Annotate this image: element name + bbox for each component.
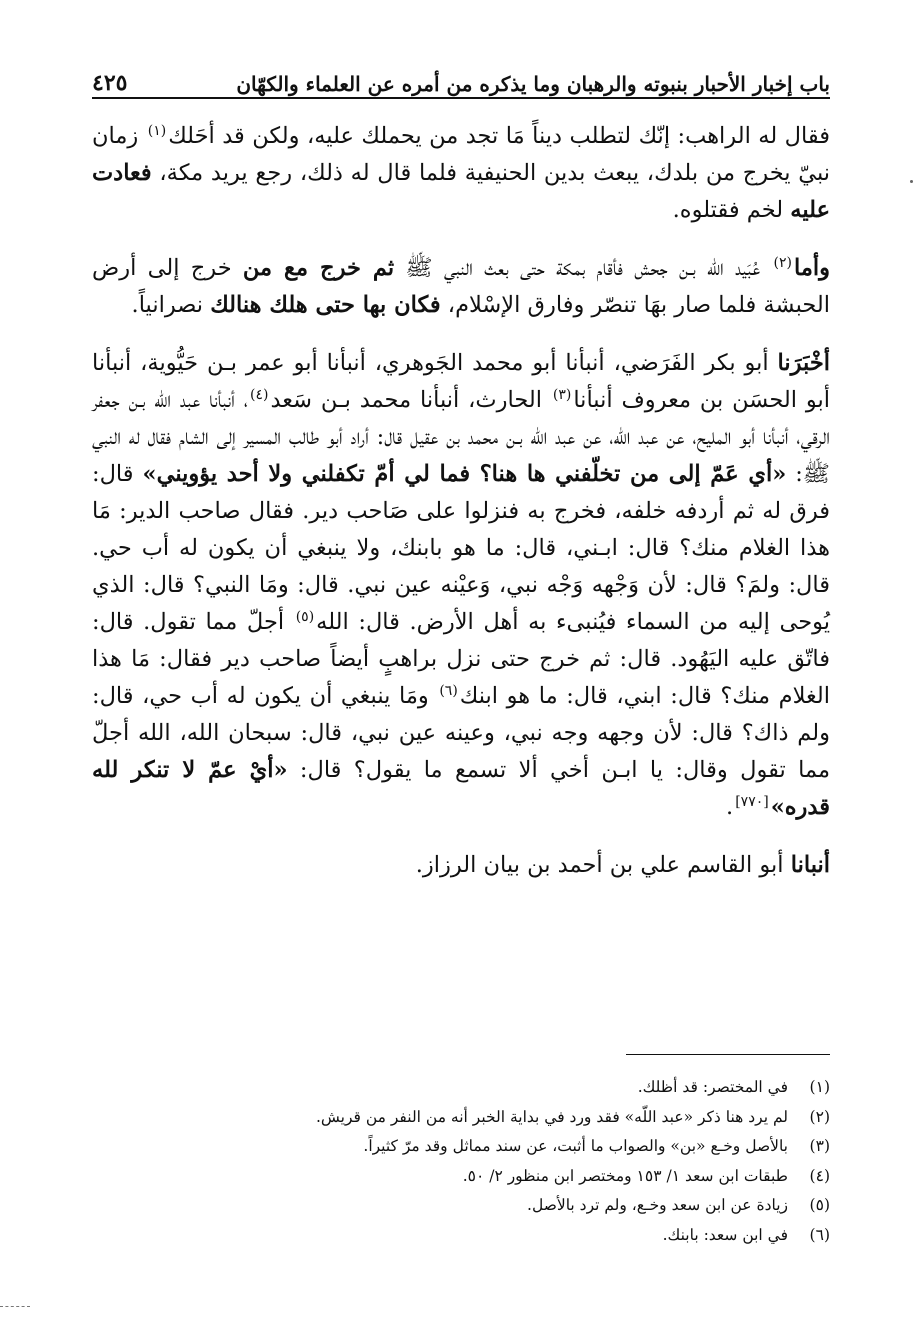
- footnote-number: (٥): [809, 1196, 830, 1214]
- footnote-text: بالأصل وخـع «بن» والصواب ما أثبت، عن سند مماثل وقد مرّ كثيراً.: [363, 1137, 788, 1155]
- footnote-reference: (٥): [295, 608, 315, 625]
- footnote-reference: (٤): [250, 386, 269, 403]
- footnote-item: [92, 1221, 830, 1251]
- bold-text: أنبانا: [790, 852, 830, 878]
- bold-text: «أيْ عمّ لا تنكر لله قدره»: [92, 757, 830, 820]
- footnote-item: [92, 1103, 830, 1133]
- bold-text: ثم خرج مع من: [242, 255, 395, 281]
- paragraph: [92, 250, 830, 324]
- header-rule: [92, 97, 830, 99]
- footnote-reference: (٢): [773, 254, 792, 271]
- scan-edge-mark: [0, 1306, 30, 1309]
- footnote-number: (٢): [809, 1107, 830, 1126]
- text-run: خرج إلى أرض الحبشة فلما صار بهَا تنصّر وفارق الإسْلام،: [92, 255, 830, 318]
- footnote-text: طبقات ابن سعد ١/ ١٥٣ ومختصر ابن منظور ٢/ ٥٠.: [462, 1166, 788, 1185]
- footnote-reference: (١): [147, 122, 167, 139]
- footnote-text: زيادة عن ابن سعد وخـع، ولم ترد بالأصل.: [527, 1196, 788, 1214]
- footnote-separator: [626, 1054, 830, 1055]
- paragraph: [92, 847, 830, 884]
- text-run: عُبَيد الله بـن جحش فأقام بمكة حتى بعث النبي ﷺ: [394, 255, 772, 281]
- footnote-text: في المختصر: قد أظلك.: [637, 1078, 788, 1096]
- text-run: قال: فرق له ثم أردفه خلفه، فخرج به فنزلوا على صَاحب دير. فقال صاحب الدير: مَا هذا الغلام منك؟ قال: ابـني، قال: ما هو بابنك، ولا ينبغي أن يكون له أب حي. قال: ولمَ؟ قال: لأن وَجْهه وَجْه نبي، وَعيْنه عين نبي. قال: ومَا النبي؟ قال: الذي يُوحى إليه من السماء فيُنبىء به أهل الأرض. قال: الله: [92, 461, 831, 635]
- text-run: فقال له الراهب: إنّك لتطلب ديناً مَا تجد من يحملك عليه، ولكن قد أحَلك: [168, 123, 830, 149]
- bold-text: فكان بها حتى هلك هنالك: [210, 292, 441, 318]
- text-run: أبو القاسم علي بن أحمد بن بيان الرزاز.: [415, 852, 791, 878]
- footnote-number: (٣): [809, 1137, 830, 1155]
- footnote-text: في ابن سعد: بابنك.: [662, 1225, 788, 1244]
- footnote-item: [92, 1073, 830, 1103]
- text-run: زمان نبيّ يخرج من بلدك، يبعث بدين الحنيفية فلما قال له ذلك، رجع يريد مكة،: [92, 123, 830, 186]
- text-run: لخم فقتلوه.: [672, 197, 791, 223]
- footnote-reference: (٣): [552, 386, 572, 403]
- bold-text: وأما: [794, 255, 831, 281]
- main-text: [92, 118, 830, 905]
- text-run: أجلّ مما تقول. قال: فاتّق عليه اليَهُود. قال: ثم خرج حتى نزل براهبٍ أيضاً صاحب دير فقال: مَا هذا الغلام منك؟ قال: ابني، قال: ما هو ابنك: [92, 609, 831, 709]
- footnote-number: (٦): [809, 1225, 830, 1244]
- text-run: نصرانياً.: [131, 292, 211, 318]
- footnote-item: [92, 1132, 830, 1162]
- bold-text: «أي عَمّ إلى من تخلّفني ها هنا؟ فما لي أمّ تكفلني ولا أحد يؤويني»: [142, 461, 787, 487]
- text-run: ، أنبأنا عبد اللّه بـن جعفر الرقي، أنبأنا أبو المليح، عن عبد الله، عن عبد اللّه بـن محمد بن عقيل قال: أراد أبو طالب المسير إلى الشام فقال له النبي ﷺ:: [92, 387, 830, 487]
- scan-speck: [910, 180, 913, 183]
- bold-text: أخْبَرَنا: [777, 350, 830, 376]
- footnote-number: (١): [809, 1078, 830, 1096]
- footnote-item: [92, 1191, 830, 1221]
- text-run: أبو بكر الفَرَضي، أنبأنا أبو محمد الجَوهري، أنبأنا أبو عمر بـن حَيُّوية، أنبأنا أبو الحسَن بن معروف أنبأنا: [92, 350, 830, 413]
- paragraph: [92, 345, 830, 826]
- footnote-reference: (٦): [439, 682, 458, 699]
- running-header: [92, 56, 830, 96]
- text-run: ومَا ينبغي أن يكون له أب حي، قال: ولم ذاك؟ قال: لأن وجهه وجه نبي، وعينه عين نبي، قال: سبحان الله، الله أجلّ مما تقول وقال: يا ابـن أخي ألا تسمع ما يقول؟ قال:: [92, 683, 831, 783]
- chapter-title: باب إخبار الأحبار بنبوته والرهبان وما يذكره من أمره عن العلماء والكهّان: [236, 72, 830, 96]
- text-run: .: [726, 794, 734, 820]
- paragraph: [92, 118, 830, 229]
- footnote-item: [92, 1162, 830, 1192]
- bold-text: فعادت عليه: [92, 160, 830, 223]
- footnote-number: (٤): [809, 1166, 830, 1185]
- footnote-text: لم يرد هنا ذكر «عبد اللّه» فقد ورد في بداية الخبر أنه من النفر من قريش.: [315, 1107, 788, 1126]
- footnotes: [92, 1073, 830, 1250]
- page-number: ٤٢٥: [92, 70, 128, 96]
- footnote-reference: [٧٧٠]: [735, 793, 769, 810]
- text-run: الحارث، أنبأنا محمد بـن سَعد: [270, 387, 551, 413]
